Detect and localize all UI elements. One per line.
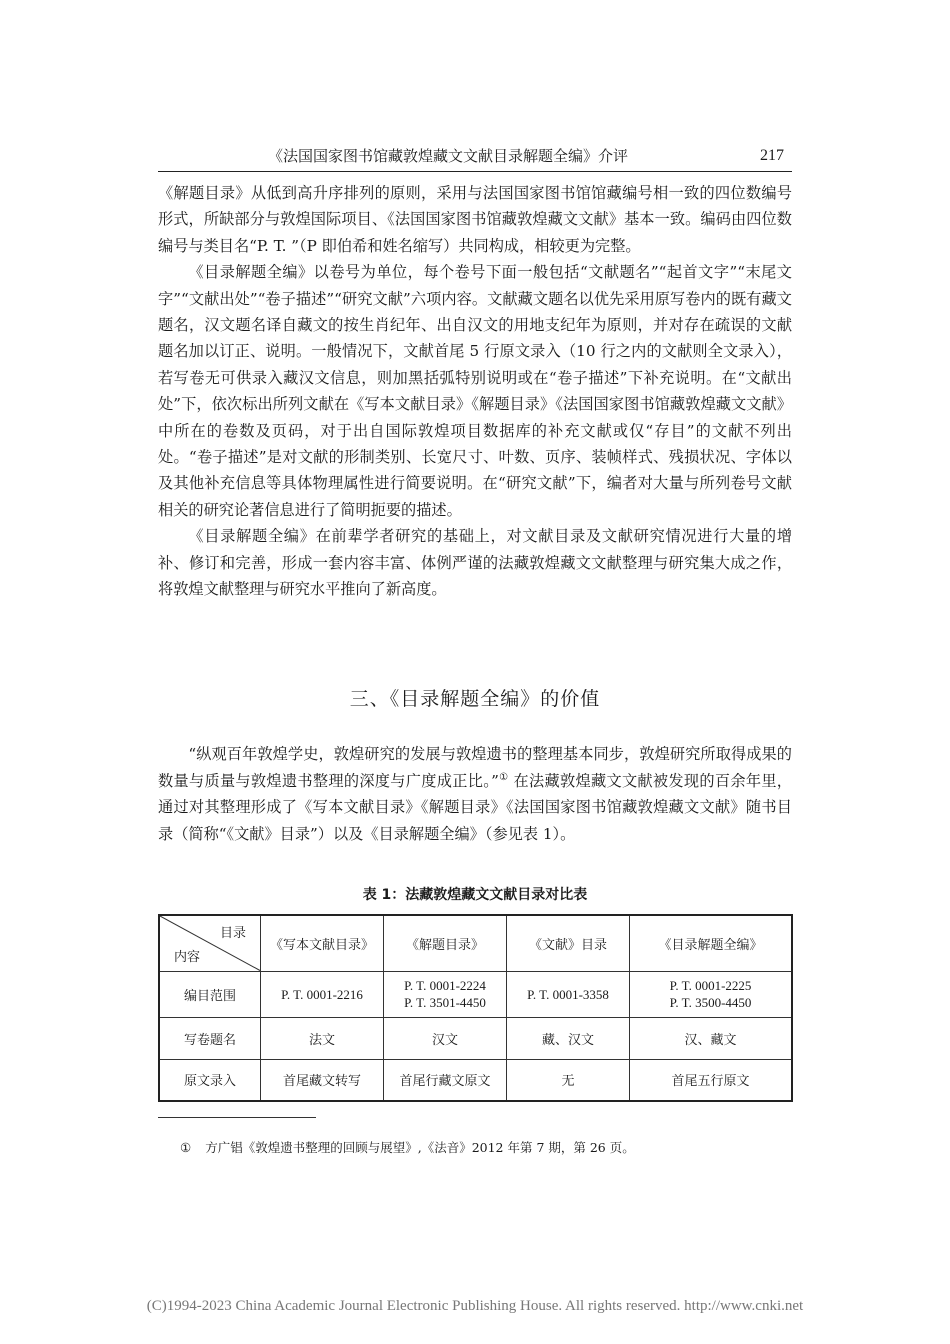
table-cell: 首尾五行原文	[630, 1059, 793, 1101]
table-cell: 法文	[261, 1017, 384, 1059]
footnote	[180, 1138, 792, 1158]
quote-text: “纵观百年敦煌学史，敦煌研究的发展与敦煌遗书的整理基本同步，敦煌研究所取得成果的数量与质量与敦煌遗书整理的深度与广度成正比。”	[158, 745, 792, 790]
footnote-ref[interactable]: ①	[498, 771, 509, 783]
row-label: 原文录入	[159, 1059, 261, 1101]
table-cell	[507, 971, 630, 1017]
table-row	[159, 1017, 792, 1059]
table-row	[159, 971, 792, 1017]
table-cell	[384, 971, 507, 1017]
footnote-text: 方广锠《敦煌遗书整理的回顾与展望》,《法音》2012 年第 7 期，第 26 页。	[205, 1140, 635, 1155]
cell-line: P. T. 0001-2225	[669, 978, 752, 993]
paragraph: 《目录解题全编》在前辈学者研究的基础上，对文献目录及文献研究情况进行大量的增补、修订和完善，形成一套内容丰富、体例严谨的法藏敦煌藏文文献整理与研究集大成之作，将敦煌文献整理与研究水平推向了新高度。	[158, 527, 792, 599]
body-text	[158, 180, 792, 603]
table-cell: 藏、汉文	[507, 1017, 630, 1059]
table-cell: 汉、藏文	[630, 1017, 793, 1059]
column-header: 《写本文献目录》	[261, 915, 384, 971]
table-cell	[630, 971, 793, 1017]
section-heading: 三、《目录解题全编》的价值	[349, 688, 601, 710]
footnote-mark: ①	[180, 1140, 192, 1155]
table-cell: 汉文	[384, 1017, 507, 1059]
column-header: 《解题目录》	[384, 915, 507, 971]
page-number: 217	[760, 147, 784, 164]
cell-line: P. T. 3500-4450	[669, 995, 752, 1010]
table-cell: 无	[507, 1059, 630, 1101]
column-header: 《目录解题全编》	[630, 915, 793, 971]
table-cell	[261, 971, 384, 1017]
table-cell: 首尾行藏文原文	[384, 1059, 507, 1101]
table-caption: 表 1：法藏敦煌藏文文献目录对比表	[362, 887, 588, 903]
cell-line: P. T. 0001-3358	[527, 986, 609, 1002]
table-corner-cell	[159, 915, 261, 971]
corner-label-top: 目录	[219, 926, 246, 941]
footnote-rule	[158, 1117, 316, 1118]
paragraph: 《目录解题全编》以卷号为单位，每个卷号下面一般包括“文献题名”“起首文字”“末尾文字”“文献出处”“卷子描述”“研究文献”六项内容。文献藏文题名以优先采用原写卷内的既有藏文题名，汉文题名译自藏文的按生肖纪年、出自汉文的用地支纪年为原则，并对存在疏误的文献题名加以订正、说明。一般情况下，文献首尾 5 行原文录入（10 行之内的文献则全文录入），若写卷无可供录入藏汉文信息，则加黑括弧特别说明或在“卷子描述”下补充说明。在“文献出处”下，依次标出所列文献在《写本文献目录》《解题目录》《法国国家图书馆藏敦煌藏文文献》中所在的卷数及页码，对于出自国际敦煌项目数据库的补充文献或仅“存目”的文献不列出处。“卷子描述”是对文献的形制类别、长宽尺寸、叶数、页序、装帧样式、残损状况、字体以及其他补充信息等具体物理属性进行简要说明。在“研究文献”下，编者对大量与所列卷号文献相关的研究论著信息进行了简明扼要的描述。	[158, 263, 792, 519]
row-label: 编目范围	[159, 971, 261, 1017]
running-head-title: 《法国国家图书馆藏敦煌藏文文献目录解题全编》介评	[268, 147, 629, 165]
row-label: 写卷题名	[159, 1017, 261, 1059]
cell-line: P. T. 0001-2224	[404, 978, 486, 993]
column-header: 《文献》目录	[507, 915, 630, 971]
cell-line: P. T. 0001-2216	[281, 986, 363, 1002]
table-row	[159, 1059, 792, 1101]
header-rule	[158, 171, 792, 172]
corner-label-bottom: 内容	[174, 949, 201, 965]
comparison-table	[158, 914, 793, 1102]
quote-paragraph	[158, 741, 792, 847]
table-header-row	[159, 915, 792, 971]
copyright-notice: (C)1994-2023 China Academic Journal Electronic Publishing House. All rights reserved. http://www.cnki.net	[146, 1298, 804, 1314]
table-cell: 首尾藏文转写	[261, 1059, 384, 1101]
running-head	[158, 143, 792, 169]
cell-line: P. T. 3501-4450	[404, 995, 486, 1010]
paragraph: 《解题目录》从低到高升序排列的原则，采用与法国国家图书馆馆藏编号相一致的四位数编号形式，所缺部分与敦煌国际项目、《法国国家图书馆藏敦煌藏文文献》基本一致。编码由四位数编号与类目名“P. T. ”（P 即伯希和姓名缩写）共同构成，相较更为完整。	[158, 184, 792, 255]
quote-continuation: 在法藏敦煌藏文文献被发现的百余年里，通过对其整理形成了《写本文献目录》《解题目录》《法国国家图书馆藏敦煌藏文文献》随书目录（简称“《文献》目录”）以及《目录解题全编》（参见表 1）。	[158, 771, 792, 843]
